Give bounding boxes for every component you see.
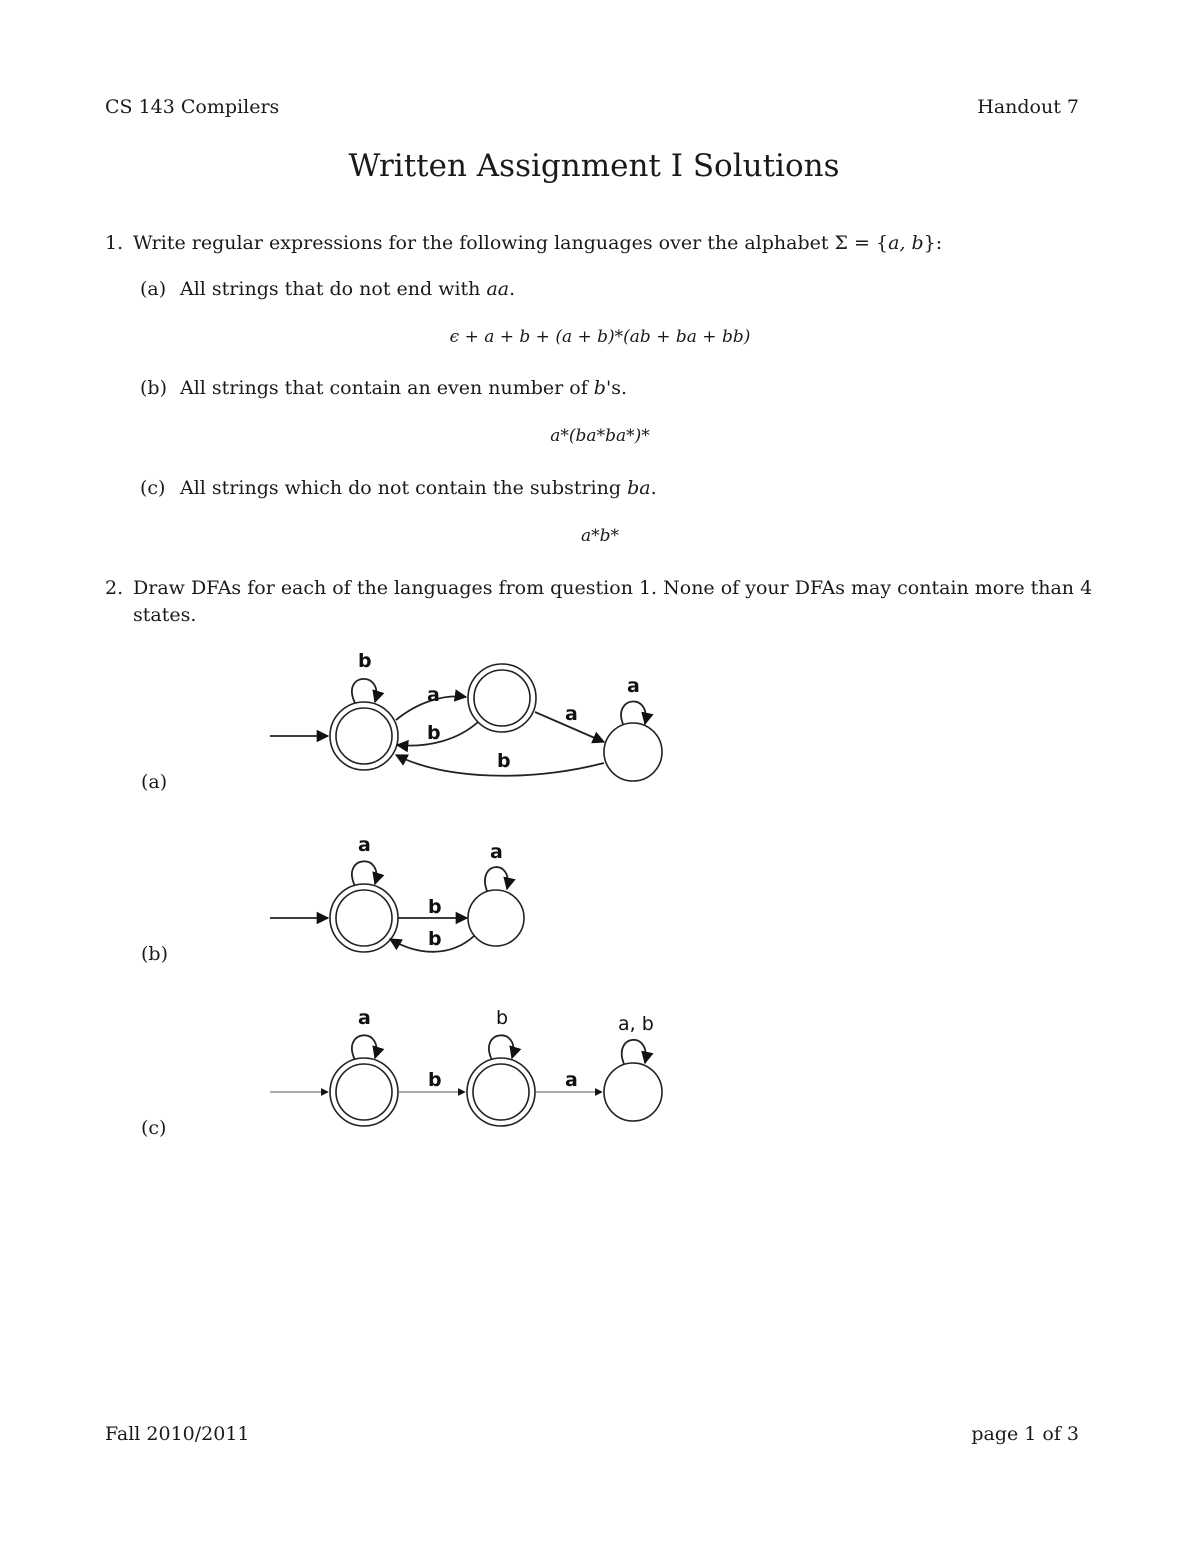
dfa-c-self-loop-ab: [622, 1040, 646, 1064]
dfa-a-label: (a): [141, 771, 168, 793]
dfa-c-state-0-accept-ring: [336, 1064, 392, 1120]
question-1-number: 1.: [105, 232, 124, 254]
question-2-prompt-line-2: states.: [133, 604, 197, 626]
dfa-a-label-a-1-2: a: [565, 703, 578, 725]
dfa-a-label-b-1-0: b: [427, 722, 441, 744]
dfa-c: [270, 1007, 662, 1126]
dfa-b-state-0-accept-ring: [336, 890, 392, 946]
part-1a-text: All strings that do not end with aa.: [180, 278, 516, 300]
part-1b-label: (b): [140, 377, 167, 399]
dfa-a-self-loop-a: [621, 701, 646, 724]
answer-1c: a*b*: [580, 526, 620, 546]
dfa-c-label: (c): [141, 1117, 167, 1139]
answer-1b: a*(ba*ba*)*: [550, 426, 650, 446]
dfa-b-self-loop-a-0: [352, 861, 377, 886]
dfa-a-state-1-accept-ring: [474, 670, 530, 726]
dfa-c-state-1-accept-ring: [473, 1064, 529, 1120]
footer-page-number: page 1 of 3: [971, 1423, 1079, 1445]
dfa-c-label-loop-ab: a, b: [618, 1013, 654, 1035]
part-1b-text: All strings that contain an even number of b's.: [180, 377, 627, 399]
page-title: Written Assignment I Solutions: [348, 148, 840, 184]
question-1-prompt: Write regular expressions for the following languages over the alphabet Σ = {a, b}:: [133, 232, 943, 254]
dfa-c-label-b-0-1: b: [428, 1069, 442, 1091]
dfa-a-state-0-accept-ring: [336, 708, 392, 764]
part-1c-text: All strings which do not contain the substring ba.: [180, 477, 657, 499]
dfa-b-label-b-0-1: b: [428, 896, 442, 918]
part-1c-label: (c): [140, 477, 166, 499]
handout-number: Handout 7: [977, 96, 1079, 118]
dfa-a: [270, 650, 662, 781]
dfa-a-label-loop-a: a: [627, 675, 640, 697]
footer-term: Fall 2010/2011: [105, 1423, 250, 1445]
answer-1a: ϵ + a + b + (a + b)*(ab + ba + bb): [449, 327, 751, 347]
question-2-prompt-line-1: Draw DFAs for each of the languages from question 1. None of your DFAs may contain more than 4: [133, 577, 1093, 599]
dfa-a-state-2: [604, 723, 662, 781]
dfa-b-state-1: [468, 890, 524, 946]
dfa-b-label: (b): [141, 943, 168, 965]
dfa-b: [270, 834, 524, 952]
dfa-c-state-2: [604, 1063, 662, 1121]
dfa-a-label-b-2-0: b: [497, 750, 511, 772]
dfa-c-self-loop-a: [352, 1035, 377, 1060]
dfa-a-label-loop-b: b: [358, 650, 372, 672]
dfa-c-label-loop-b: b: [496, 1007, 509, 1029]
dfa-c-label-a-1-2: a: [565, 1069, 578, 1091]
dfa-a-label-a-0-1: a: [427, 684, 440, 706]
dfa-b-self-loop-a-1: [485, 867, 508, 891]
part-1a-label: (a): [140, 278, 167, 300]
dfa-b-label-loop-1: a: [490, 841, 503, 863]
dfa-b-label-b-1-0: b: [428, 928, 442, 950]
dfa-c-label-loop-a: a: [358, 1007, 371, 1029]
dfa-b-label-loop-0: a: [358, 834, 371, 856]
dfa-a-self-loop-b: [352, 679, 377, 703]
dfa-c-self-loop-b: [489, 1035, 514, 1060]
course-header: CS 143 Compilers: [105, 96, 280, 118]
question-2-number: 2.: [105, 577, 124, 599]
